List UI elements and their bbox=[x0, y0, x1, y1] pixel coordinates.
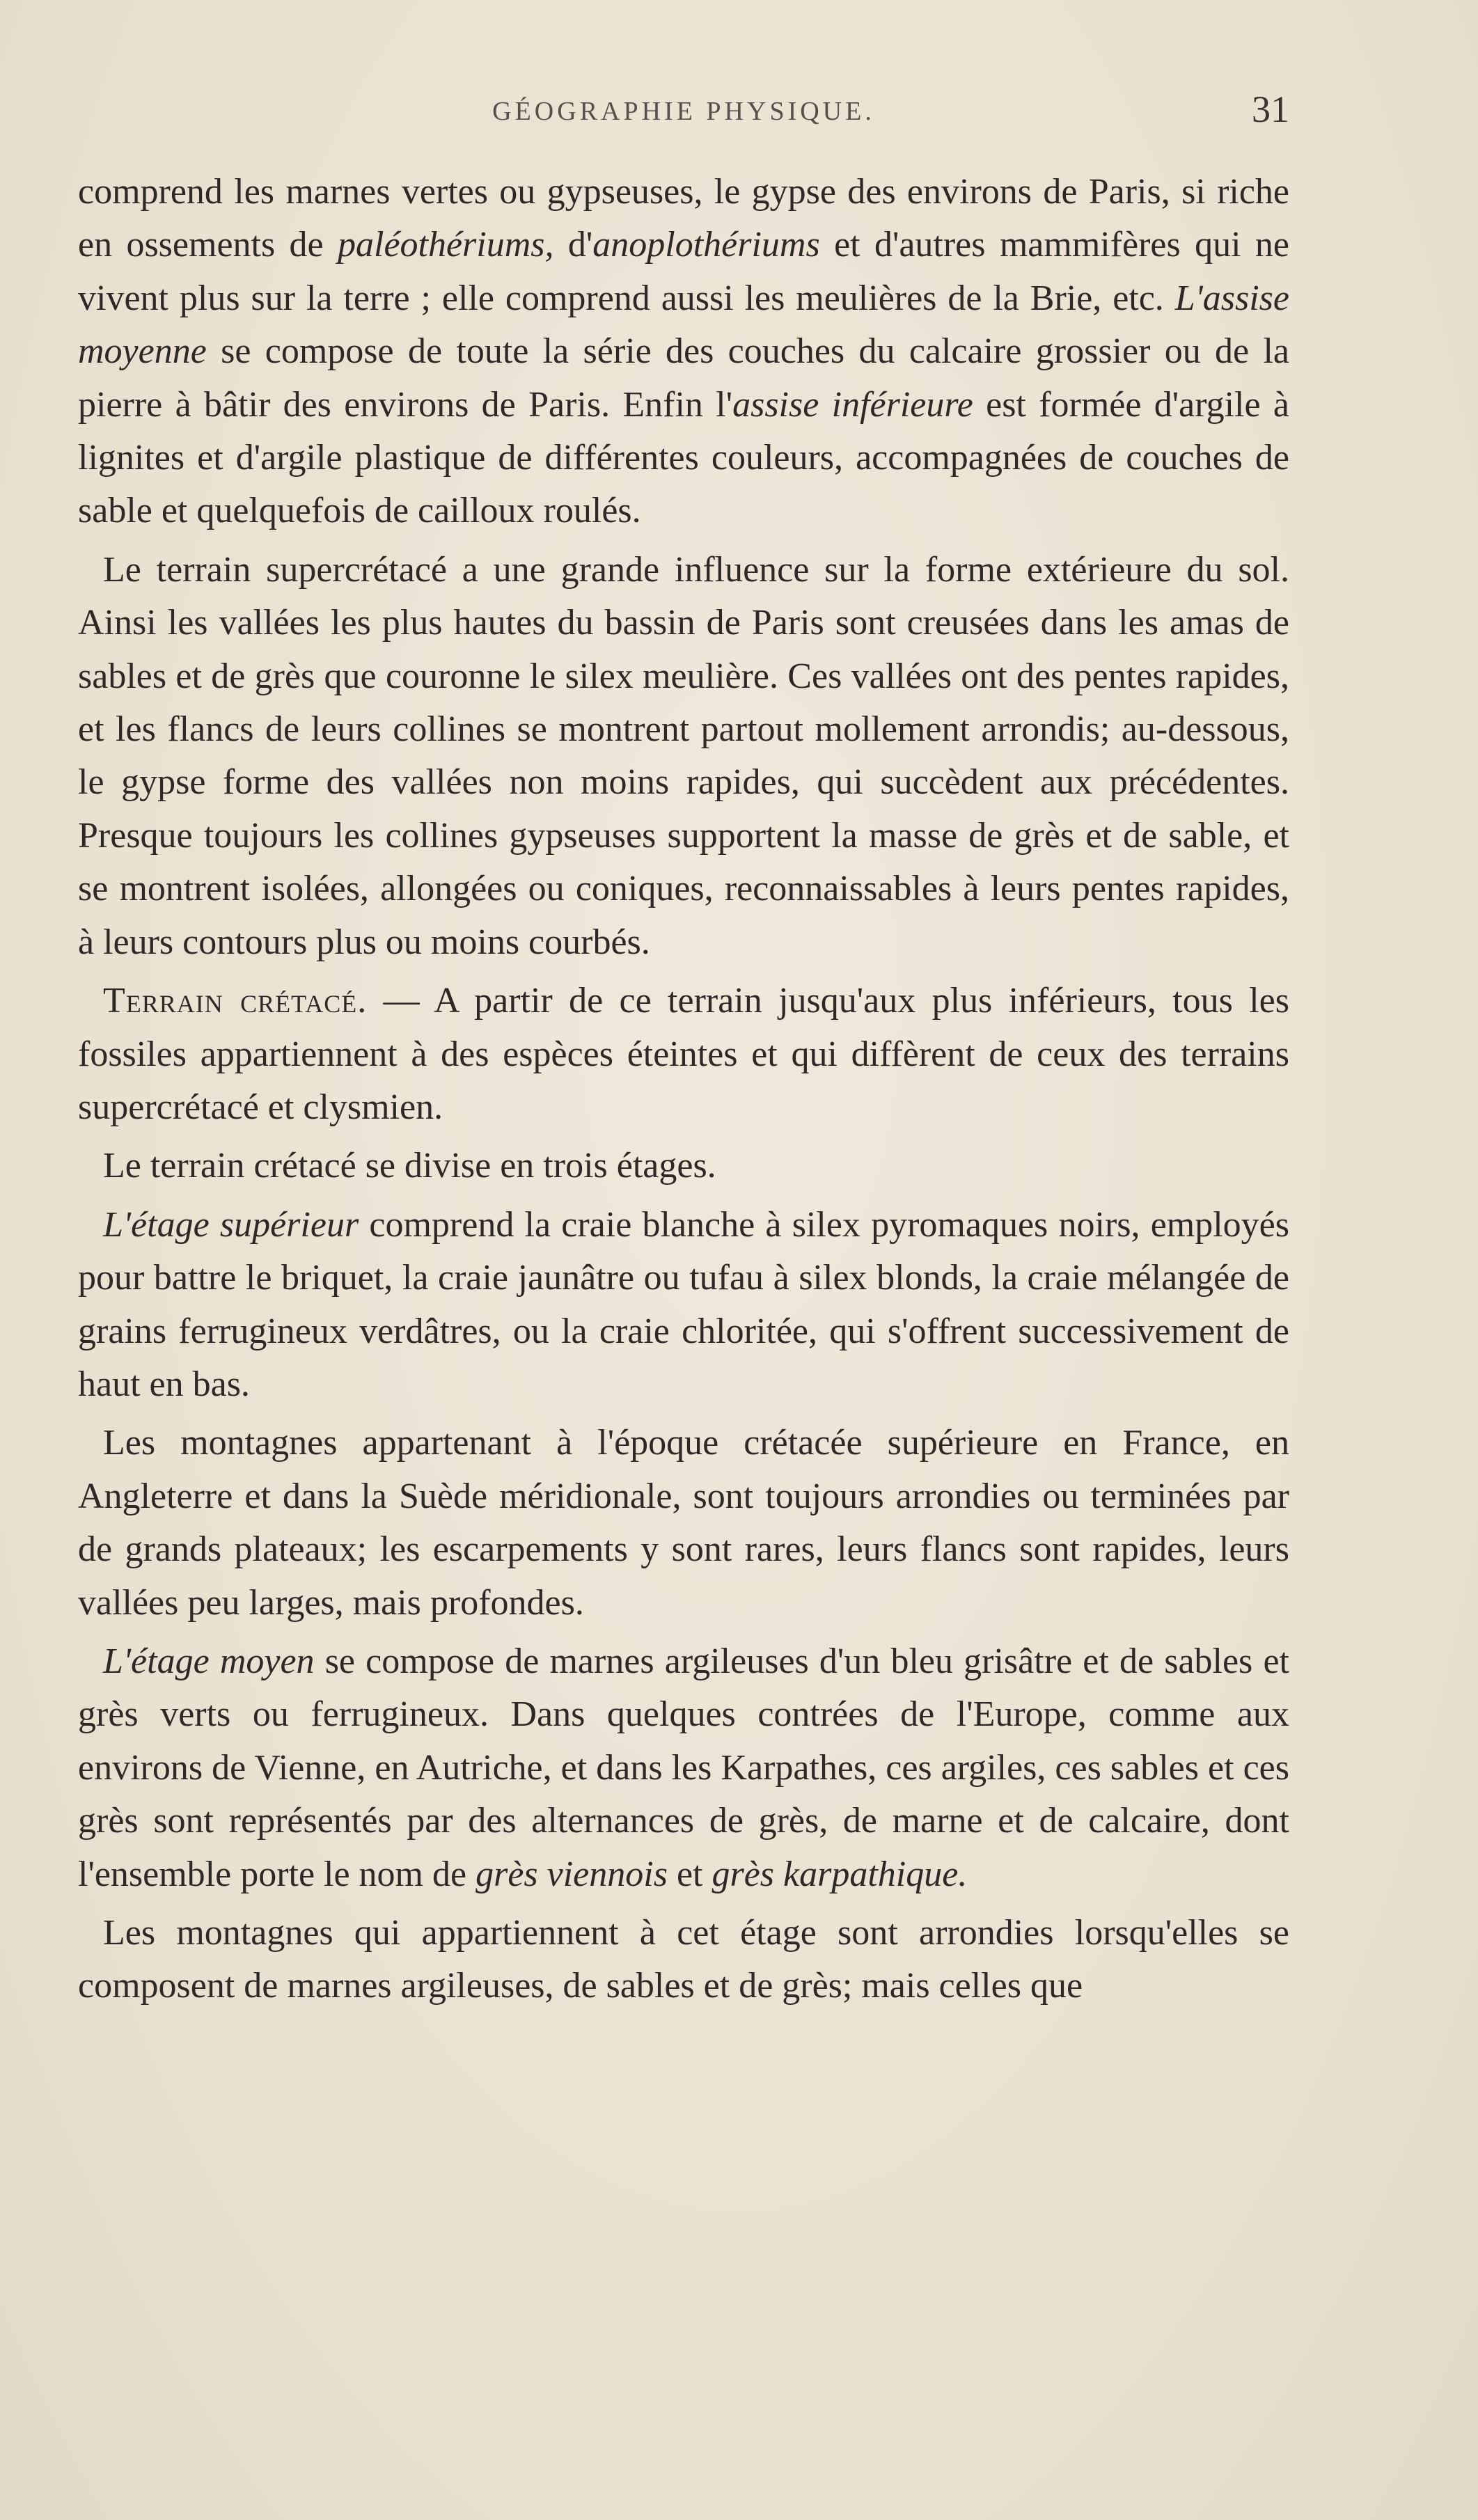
text-run: se compose de toute la série des couches du calcaire grossier ou de la pierre à bâtir des environs de Paris. Enfin l' bbox=[78, 331, 1289, 425]
text-run: comprend les marnes vertes ou gypseuses, le gypse des environs de Paris, si riche en ossements de bbox=[78, 172, 1289, 265]
italic-term: L'étage supérieur bbox=[103, 1204, 359, 1245]
body-text bbox=[78, 166, 1289, 2019]
paragraph bbox=[78, 1417, 1289, 1630]
text-run: d' bbox=[553, 225, 593, 265]
text-run: et d'autres mammifères qui ne vivent plus sur la terre ; elle comprend aussi les meulières de la Brie, etc. bbox=[78, 225, 1289, 318]
page-number: 31 bbox=[1252, 88, 1289, 130]
text-run: et bbox=[667, 1854, 712, 1894]
italic-term: assise inférieure bbox=[732, 384, 973, 425]
text-run: — A partir de ce terrain jusqu'aux plus inférieurs, tous les fossiles appartiennent à des espèces éteintes et qui diffèrent de ceux des terrains supercrétacé et clysmien. bbox=[78, 981, 1289, 1127]
text-run: est formée d'argile à lignites et d'argile plastique de différentes couleurs, accompagnées de couches de sable et quelquefois de cailloux roulés. bbox=[78, 384, 1289, 531]
text-run: Les montagnes qui appartiennent à cet étage sont arrondies lorsqu'elles se composent de marnes argileuses, de sables et de grès; mais celles que bbox=[78, 1913, 1289, 2006]
text-run: Les montagnes appartenant à l'époque crétacée supérieure en France, en Angleterre et dans la Suède méridionale, sont toujours arrondies ou terminées par de grands plateaux; les escarpements y sont rares, leurs flancs sont rapides, leurs vallées peu larges, mais profondes. bbox=[78, 1423, 1289, 1623]
italic-term: grès karpathique. bbox=[712, 1854, 968, 1894]
paragraph bbox=[78, 1907, 1289, 2013]
paragraph bbox=[78, 544, 1289, 969]
text-run: Le terrain crétacé se divise en trois étages. bbox=[103, 1146, 716, 1186]
paragraph bbox=[78, 1635, 1289, 1901]
text-run: Le terrain supercrétacé a une grande influence sur la forme extérieure du sol. Ainsi les vallées les plus hautes du bassin de Paris sont creusées dans les amas de sables et de grès que couronne le silex meulière. Ces vallées ont des pentes rapides, et les flancs de leurs collines se montrent partout mollement arrondis; au-dessous, le gypse forme des vallées non moins rapides, qui succèdent aux précédentes. Presque toujours les collines gypseuses supportent la masse de grès et de sable, et se montrent isolées, allongées ou coniques, reconnaissables à leurs pentes rapides, à leurs contours plus ou moins courbés. bbox=[78, 549, 1289, 962]
running-title: GÉOGRAPHIE PHYSIQUE. bbox=[492, 97, 875, 126]
italic-term: L'assise moyenne bbox=[78, 278, 1289, 372]
italic-term: anoplothériums bbox=[592, 225, 820, 265]
italic-term: paléothériums, bbox=[338, 225, 554, 265]
section-paragraph bbox=[78, 975, 1289, 1134]
text-run: se compose de marnes argileuses d'un bleu grisâtre et de sables et grès verts ou ferrugineux. Dans quelques contrées de l'Europe, comme aux environs de Vienne, en Autriche, et dans les Karpathes, ces argiles, ces sables et ces grès sont représentés par des alternances de grès, de marne et de calcaire, dont l'ensemble porte le nom de bbox=[78, 1641, 1289, 1894]
italic-term: grès viennois bbox=[475, 1854, 668, 1894]
paragraph bbox=[78, 166, 1289, 538]
italic-term: L'étage moyen bbox=[103, 1641, 315, 1681]
paragraph bbox=[78, 1140, 1289, 1192]
text-run: comprend la craie blanche à silex pyromaques noirs, employés pour battre le briquet, la craie jaunâtre ou tufau à silex blonds, la craie mélangée de grains ferrugineux verdâtres, ou la craie chloritée, qui s'offrent successivement de haut en bas. bbox=[78, 1204, 1289, 1404]
section-heading: Terrain crétacé. bbox=[103, 981, 368, 1021]
paragraph bbox=[78, 1199, 1289, 1412]
